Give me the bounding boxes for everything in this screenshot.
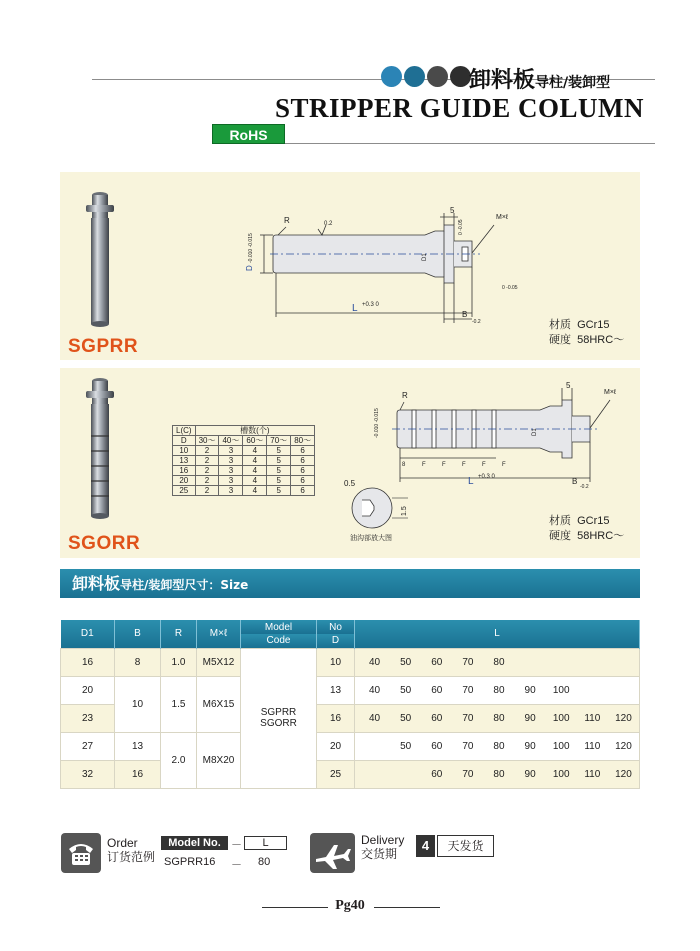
col-r: R	[161, 620, 197, 648]
l-value: 100	[552, 768, 570, 780]
groove-count-table	[172, 425, 315, 496]
sgorr-hardness-label: 硬度	[549, 530, 571, 542]
l-value: 40	[368, 712, 381, 724]
mini-col: 30～	[195, 436, 219, 446]
col-b: B	[115, 620, 161, 648]
size-head-row-1	[61, 620, 640, 634]
mini-val: 4	[243, 456, 267, 466]
mini-val: 2	[195, 446, 219, 456]
cell-l	[355, 676, 640, 704]
sgprr-dim-d-tol: -0.010 -0.015	[248, 233, 254, 263]
sgprr-photo	[80, 190, 120, 330]
sgorr-dim-b: B	[572, 477, 578, 486]
l-value: 100	[552, 684, 570, 696]
l-values	[355, 713, 639, 724]
l-value: 90	[524, 684, 536, 696]
cell-d1: 32	[61, 760, 115, 788]
sgorr-groove-f: F	[502, 462, 506, 468]
col-d1: D1	[61, 620, 115, 648]
l-value: 100	[552, 712, 570, 724]
l-value: 90	[524, 712, 536, 724]
col-no: No	[317, 620, 355, 634]
l-value: 70	[462, 740, 474, 752]
l-value	[390, 769, 421, 780]
sgprr-dim-five: 5	[450, 206, 455, 215]
sgprr-material-label: 材质	[549, 319, 571, 331]
cell-mx: M6X15	[197, 676, 241, 732]
mini-col: 40～	[219, 436, 243, 446]
mini-head-row-2	[173, 436, 315, 446]
size-section-sub: 导柱/装卸型尺寸：Size	[120, 578, 249, 592]
sgprr-dim-mx: M×ℓ	[496, 214, 509, 221]
cell-d1: 27	[61, 732, 115, 760]
l-value: 120	[615, 740, 632, 752]
sgprr-dim-b-tol: -0.2	[472, 319, 481, 325]
mini-val: 6	[291, 456, 315, 466]
col-model: Model	[241, 620, 317, 634]
cell-b: 10	[115, 676, 161, 732]
l-value: 50	[400, 684, 412, 696]
mini-val: 3	[219, 456, 243, 466]
table-row	[61, 760, 640, 788]
mini-d: 10	[173, 446, 196, 456]
l-value: 80	[493, 768, 505, 780]
size-section-main: 卸料板	[72, 574, 121, 593]
l-value	[608, 685, 639, 696]
cell-l	[355, 648, 640, 676]
mini-val: 4	[243, 446, 267, 456]
mini-val: 5	[267, 446, 291, 456]
cell-l	[355, 704, 640, 732]
l-value: 80	[493, 712, 505, 724]
l-value: 70	[462, 712, 474, 724]
l-value: 70	[462, 656, 474, 668]
l-value: 110	[584, 712, 601, 724]
sgprr-dim-d: D	[245, 265, 254, 271]
mini-row	[173, 476, 315, 486]
mini-val: 5	[267, 466, 291, 476]
mini-val: 6	[291, 486, 315, 496]
mini-val: 2	[195, 476, 219, 486]
cell-r: 1.0	[161, 648, 197, 676]
detail-dim-05: 0.5	[344, 479, 356, 488]
mini-d: 16	[173, 466, 196, 476]
l-values	[355, 769, 639, 780]
rohs-rule	[285, 143, 655, 144]
cell-model-code	[241, 648, 317, 788]
mini-val: 3	[219, 466, 243, 476]
cell-d: 13	[317, 676, 355, 704]
sgorr-groove-f: F	[422, 462, 426, 468]
sgprr-material: GCr15	[577, 319, 610, 331]
mini-d: 20	[173, 476, 196, 486]
l-value: 110	[584, 740, 601, 752]
page-rule-right	[374, 907, 440, 908]
cell-d1: 16	[61, 648, 115, 676]
mini-row	[173, 456, 315, 466]
cell-r: 2.0	[161, 732, 197, 788]
mini-row	[173, 466, 315, 476]
l-value: 60	[431, 712, 443, 724]
mini-val: 6	[291, 446, 315, 456]
delivery-label	[361, 833, 404, 861]
chinese-title-sub: 导柱/装卸型	[535, 75, 611, 91]
l-values	[355, 657, 639, 668]
header-dot-4	[450, 66, 471, 87]
table-row	[61, 732, 640, 760]
header-dot-2	[404, 66, 425, 87]
mini-d: 25	[173, 486, 196, 496]
english-title: STRIPPER GUIDE COLUMN	[275, 93, 645, 123]
delivery-days: 4	[416, 835, 435, 857]
phone-icon-svg	[61, 833, 101, 873]
l-value	[577, 657, 608, 668]
chinese-title-main: 卸料板	[469, 68, 536, 93]
delivery-en: Delivery	[361, 833, 405, 847]
cell-d: 20	[317, 732, 355, 760]
mini-val: 3	[219, 446, 243, 456]
l-value	[546, 657, 577, 668]
mini-val: 6	[291, 476, 315, 486]
header-dot-1	[381, 66, 402, 87]
mini-val: 5	[267, 486, 291, 496]
cell-d1: 23	[61, 704, 115, 732]
cell-mx: M5X12	[197, 648, 241, 676]
l-value: 50	[400, 712, 412, 724]
sgorr-dim-d-tol: -0.010 -0.015	[374, 408, 380, 438]
sgprr-spec	[549, 318, 624, 348]
order-en: Order	[107, 836, 138, 850]
l-value: 40	[368, 656, 381, 668]
l-value: 90	[524, 740, 536, 752]
mini-col: 70～	[267, 436, 291, 446]
sgprr-dim-d1: D1	[422, 253, 428, 261]
sgprr-dim-l-tol: +0.3 0	[362, 302, 379, 308]
sgorr-drawing	[340, 380, 630, 490]
example-model: SGPRR16	[164, 856, 216, 868]
mini-val: 3	[219, 476, 243, 486]
l-value: 60	[431, 684, 443, 696]
l-value: 80	[493, 656, 505, 668]
mini-val: 4	[243, 476, 267, 486]
mini-d: 13	[173, 456, 196, 466]
mini-row	[173, 486, 315, 496]
mini-head-count: 槽数(个)	[195, 426, 315, 436]
page-number: Pg40	[335, 898, 365, 913]
header-dot-3	[427, 66, 448, 87]
l-value: 70	[462, 684, 474, 696]
mini-val: 5	[267, 456, 291, 466]
mini-val: 2	[195, 486, 219, 496]
sgprr-dim-tol-2: 0 -0.05	[502, 285, 518, 291]
mini-col: 60～	[243, 436, 267, 446]
mini-val: 5	[267, 476, 291, 486]
sgprr-drawing	[240, 205, 530, 325]
sgorr-dim-mx: M×ℓ	[604, 389, 617, 396]
mini-head-lc: L(C)	[173, 426, 196, 436]
airplane-icon	[310, 833, 355, 873]
mini-val: 2	[195, 456, 219, 466]
phone-icon	[61, 833, 101, 873]
cell-r: 1.5	[161, 676, 197, 732]
sgprr-dim-r: R	[284, 216, 290, 225]
mini-col: 80～	[291, 436, 315, 446]
l-value: 50	[400, 740, 412, 752]
mini-row	[173, 446, 315, 456]
order-label	[107, 836, 155, 864]
l-value: 50	[400, 656, 412, 668]
l-value: 70	[462, 768, 474, 780]
sgorr-dim-l: L	[468, 476, 474, 487]
sgprr-material-row	[549, 318, 624, 333]
cell-d: 16	[317, 704, 355, 732]
l-value: 80	[493, 740, 505, 752]
l-value: 60	[431, 656, 443, 668]
size-section-bar	[60, 569, 640, 598]
sgorr-dim-five: 5	[566, 381, 571, 390]
sgorr-dim-l-tol: +0.3 0	[478, 474, 495, 480]
l-values	[355, 741, 639, 752]
mini-val: 4	[243, 466, 267, 476]
sgprr-dim-tol-1: 0 -0.05	[458, 219, 464, 235]
l-value: 120	[615, 712, 632, 724]
cell-b: 8	[115, 648, 161, 676]
sgorr-hardness: 58HRC～	[577, 530, 625, 542]
chinese-title	[469, 63, 610, 94]
cell-mx: M8X20	[197, 732, 241, 788]
col-d: D	[317, 634, 355, 648]
sgorr-hardness-row	[549, 529, 624, 544]
sgorr-dim-d1: D1	[532, 428, 538, 436]
table-row	[61, 648, 640, 676]
l-values	[355, 685, 639, 696]
table-row	[61, 676, 640, 704]
cell-b: 13	[115, 732, 161, 760]
l-value: 100	[552, 740, 570, 752]
sgorr-groove-f: F	[462, 462, 466, 468]
detail-dim-15: 1.5	[401, 506, 408, 516]
sgorr-dim-r: R	[402, 391, 408, 400]
cell-l	[355, 732, 640, 760]
cell-d1: 20	[61, 676, 115, 704]
mini-val: 2	[195, 466, 219, 476]
sgprr-dim-l: L	[352, 303, 358, 314]
rohs-badge: RoHS	[212, 124, 285, 144]
l-value: 60	[431, 740, 443, 752]
l-value	[515, 657, 546, 668]
delivery-days-text: 天发货	[437, 835, 494, 857]
detail-label: 油沟部放大图	[350, 534, 392, 542]
example-l: 80	[258, 856, 271, 868]
sgorr-spec	[549, 514, 624, 544]
sgprr-name: SGPRR	[68, 336, 139, 357]
delivery-cn: 交货期	[361, 847, 398, 861]
sgprr-hardness-row	[549, 333, 624, 348]
l-value: 80	[493, 684, 505, 696]
l-value: 40	[368, 684, 381, 696]
l-box: L	[244, 836, 287, 850]
col-code: Code	[241, 634, 317, 648]
sgorr-material: GCr15	[577, 515, 610, 527]
sgorr-dim-b-tol: -0.2	[580, 484, 589, 490]
sgorr-groove-8: 8	[402, 462, 406, 468]
order-cn: 订货范例	[107, 850, 156, 864]
sgprr-hardness-label: 硬度	[549, 334, 571, 346]
l-value	[577, 685, 608, 696]
l-value	[359, 769, 390, 780]
mini-val: 6	[291, 466, 315, 476]
sgorr-name: SGORR	[68, 533, 141, 554]
mini-val: 3	[219, 486, 243, 496]
order-dash: －	[231, 839, 242, 851]
sgprr-hardness: 58HRC～	[577, 334, 625, 346]
groove-detail	[340, 476, 420, 546]
sgprr-dim-b: B	[462, 310, 468, 319]
cell-d: 10	[317, 648, 355, 676]
l-value	[608, 657, 639, 668]
l-value: 60	[431, 768, 443, 780]
sgorr-material-row	[549, 514, 624, 529]
cell-b: 16	[115, 760, 161, 788]
col-mx: M×ℓ	[197, 620, 241, 648]
cell-d: 25	[317, 760, 355, 788]
mini-val: 4	[243, 486, 267, 496]
mini-head-row-1	[173, 426, 315, 436]
l-value: 90	[524, 768, 536, 780]
mini-head-d: D	[173, 436, 196, 446]
model-no-box: Model No.	[161, 836, 228, 850]
l-value: 110	[584, 768, 601, 780]
sgorr-photo	[80, 376, 120, 521]
l-value: 120	[615, 768, 632, 780]
sgorr-material-label: 材质	[549, 515, 571, 527]
model-code: SGPRR	[260, 707, 297, 718]
size-table	[60, 620, 640, 789]
sgorr-groove-f: F	[442, 462, 446, 468]
cell-l	[355, 760, 640, 788]
header-dots	[381, 66, 471, 87]
sgorr-groove-f: F	[482, 462, 486, 468]
example-dash: －	[231, 859, 242, 871]
l-value	[359, 741, 390, 752]
col-l: L	[355, 620, 640, 648]
model-code: SGORR	[260, 718, 297, 729]
sgprr-dim-finish: 0.2	[324, 221, 333, 227]
airplane-icon-svg	[310, 833, 355, 873]
